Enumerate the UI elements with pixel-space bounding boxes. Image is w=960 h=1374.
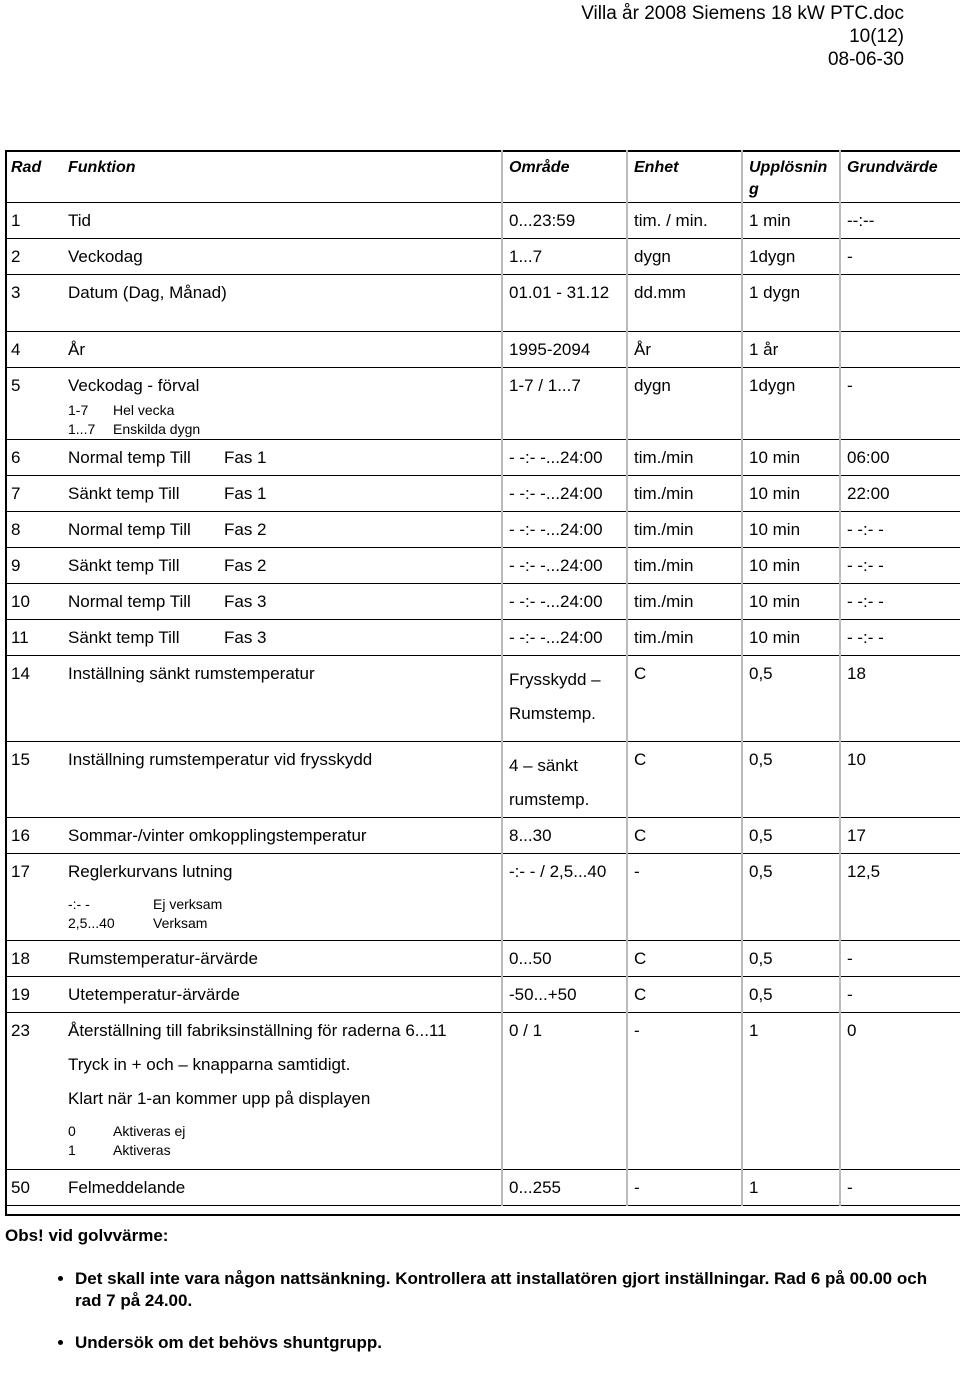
cell-rad-text: 7 xyxy=(11,484,21,503)
cell-upplosning xyxy=(742,512,840,548)
cell-rad xyxy=(5,818,62,854)
cell-omrade-text: -50...+50 xyxy=(509,985,577,1004)
cell-grundvarde xyxy=(840,512,960,548)
cell-funktion xyxy=(62,275,502,332)
cell-upplosning-text: 1 xyxy=(749,1178,759,1197)
cell-rad-text: 11 xyxy=(11,628,29,647)
header-grundvarde: Grundvärde xyxy=(840,151,960,203)
cell-upplosning xyxy=(742,656,840,742)
fas-label: Fas 2 xyxy=(224,520,267,539)
cell-enhet xyxy=(627,818,742,854)
cell-omrade-text: - -:- -...24:00 xyxy=(509,556,603,575)
cell-omrade xyxy=(502,332,627,368)
table-row xyxy=(5,941,960,977)
doc-title: Villa år 2008 Siemens 18 kW PTC.doc xyxy=(581,3,904,24)
cell-upplosning xyxy=(742,977,840,1013)
cell-funktion xyxy=(62,977,502,1013)
cell-omrade-text: 1-7 / 1...7 xyxy=(509,376,581,395)
cell-upplosning-text: 0,5 xyxy=(749,826,773,845)
cell-grundvarde xyxy=(840,818,960,854)
cell-omrade xyxy=(502,368,627,440)
cell-upplosning xyxy=(742,275,840,332)
cell-grundvarde-text: 22:00 xyxy=(847,484,890,503)
cell-rad-text: 50 xyxy=(11,1178,30,1197)
fas-label: Fas 3 xyxy=(224,628,267,647)
sub-option xyxy=(68,895,495,914)
funktion-label: Normal temp Till xyxy=(68,520,191,539)
cell-grundvarde xyxy=(840,476,960,512)
cell-upplosning xyxy=(742,368,840,440)
cell-enhet-text: År xyxy=(634,340,651,359)
cell-grundvarde-text: - xyxy=(847,985,853,1004)
cell-rad xyxy=(5,977,62,1013)
cell-funktion xyxy=(62,656,502,742)
cell-upplosning xyxy=(742,742,840,818)
cell-grundvarde-text: 10 xyxy=(847,750,866,769)
table-row xyxy=(5,368,960,440)
funktion-label: Veckodag - förval xyxy=(68,376,200,395)
cell-upplosning-text: 0,5 xyxy=(749,985,773,1004)
cell-upplosning xyxy=(742,620,840,656)
cell-omrade xyxy=(502,656,627,742)
cell-upplosning xyxy=(742,476,840,512)
cell-upplosning-text: 10 min xyxy=(749,556,801,575)
cell-omrade-text: - -:- -...24:00 xyxy=(509,592,603,611)
cell-enhet xyxy=(627,368,742,440)
cell-funktion xyxy=(62,512,502,548)
cell-funktion xyxy=(62,854,502,941)
cell-rad xyxy=(5,275,62,332)
cell-omrade-text: 01.01 - 31.12 xyxy=(509,283,610,302)
cell-enhet xyxy=(627,239,742,275)
funktion-label: Tid xyxy=(68,211,91,230)
sub-value: Enskilda dygn xyxy=(113,421,201,437)
header-funktion: Funktion xyxy=(62,151,502,203)
settings-table xyxy=(5,150,960,1206)
doc-date: 08-06-30 xyxy=(827,49,904,70)
cell-omrade-text: -:- - / 2,5...40 xyxy=(509,862,607,881)
cell-upplosning-text: 10 min xyxy=(749,592,801,611)
cell-rad-text: 10 xyxy=(11,592,30,611)
cell-enhet xyxy=(627,332,742,368)
cell-enhet-text: tim./min xyxy=(634,448,694,467)
cell-funktion xyxy=(62,203,502,239)
cell-funktion xyxy=(62,332,502,368)
cell-rad-text: 15 xyxy=(11,750,30,769)
cell-omrade-text: 8...30 xyxy=(509,826,552,845)
cell-omrade-text: 1...7 xyxy=(509,247,543,266)
funktion-label: Sänkt temp Till xyxy=(68,484,180,503)
cell-rad-text: 23 xyxy=(11,1021,30,1040)
cell-upplosning-text: 0,5 xyxy=(749,750,773,769)
cell-funktion xyxy=(62,584,502,620)
cell-upplosning-text: 1dygn xyxy=(749,247,796,266)
cell-enhet-text: C xyxy=(634,750,647,769)
funktion-label: Sänkt temp Till xyxy=(68,556,180,575)
cell-enhet xyxy=(627,854,742,941)
cell-funktion xyxy=(62,818,502,854)
cell-rad-text: 8 xyxy=(11,520,21,539)
cell-grundvarde xyxy=(840,656,960,742)
sub-key: 1 xyxy=(68,1142,76,1158)
cell-grundvarde xyxy=(840,548,960,584)
funktion-label: Normal temp Till xyxy=(68,592,191,611)
cell-enhet xyxy=(627,512,742,548)
funktion-note: Klart när 1-an kommer upp på displayen xyxy=(68,1089,371,1108)
cell-upplosning xyxy=(742,1170,840,1206)
cell-upplosning xyxy=(742,854,840,941)
cell-funktion xyxy=(62,368,502,440)
cell-enhet xyxy=(627,656,742,742)
cell-grundvarde xyxy=(840,203,960,239)
cell-funktion xyxy=(62,440,502,476)
cell-upplosning xyxy=(742,548,840,584)
cell-omrade-text: - -:- -...24:00 xyxy=(509,448,603,467)
cell-grundvarde-text: - -:- - xyxy=(847,556,884,575)
obs-item: • Undersök om det behövs shuntgrupp. xyxy=(75,1332,935,1354)
cell-rad-text: 18 xyxy=(11,949,30,968)
cell-funktion xyxy=(62,620,502,656)
cell-rad-text: 5 xyxy=(11,376,21,395)
cell-omrade xyxy=(502,620,627,656)
cell-rad xyxy=(5,742,62,818)
cell-rad xyxy=(5,368,62,440)
cell-omrade xyxy=(502,512,627,548)
sub-key: -:- - xyxy=(68,896,90,912)
cell-enhet-text: tim./min xyxy=(634,628,694,647)
fas-label: Fas 2 xyxy=(224,556,267,575)
table-row xyxy=(5,203,960,239)
header-rad: Rad xyxy=(5,151,62,203)
funktion-label: Inställning rumstemperatur vid frysskydd xyxy=(68,750,373,769)
cell-grundvarde-text: - -:- - xyxy=(847,592,884,611)
funktion-label: Rumstemperatur-ärvärde xyxy=(68,949,258,968)
fas-label: Fas 3 xyxy=(224,592,267,611)
cell-upplosning xyxy=(742,332,840,368)
cell-grundvarde-text: - xyxy=(847,1178,853,1197)
table-row xyxy=(5,440,960,476)
cell-upplosning xyxy=(742,1013,840,1170)
cell-grundvarde xyxy=(840,742,960,818)
page-number: 10(12) xyxy=(849,26,904,47)
cell-rad-text: 17 xyxy=(11,862,30,881)
obs-title: Obs! vid golvvärme: xyxy=(5,1226,169,1245)
header-enhet: Enhet xyxy=(627,151,742,203)
cell-rad xyxy=(5,476,62,512)
cell-upplosning-text: 1 min xyxy=(749,211,791,230)
cell-enhet-text: - xyxy=(634,1021,640,1040)
cell-rad xyxy=(5,941,62,977)
cell-grundvarde xyxy=(840,368,960,440)
cell-omrade xyxy=(502,941,627,977)
table-row xyxy=(5,584,960,620)
cell-rad xyxy=(5,656,62,742)
cell-rad-text: 1 xyxy=(11,211,21,230)
sub-value: Ej verksam xyxy=(153,896,223,912)
cell-enhet xyxy=(627,941,742,977)
sub-option xyxy=(68,1141,495,1160)
cell-upplosning xyxy=(742,584,840,620)
cell-upplosning xyxy=(742,941,840,977)
cell-omrade xyxy=(502,1013,627,1170)
sub-key: 2,5...40 xyxy=(68,915,115,931)
document-header xyxy=(581,2,904,71)
cell-omrade-text: 4 – sänkt rumstemp. xyxy=(509,756,590,809)
cell-upplosning-text: 1dygn xyxy=(749,376,796,395)
funktion-label: Datum (Dag, Månad) xyxy=(68,283,227,302)
cell-grundvarde-text: 12,5 xyxy=(847,862,881,881)
cell-grundvarde xyxy=(840,584,960,620)
sub-key: 0 xyxy=(68,1123,76,1139)
cell-funktion xyxy=(62,941,502,977)
sub-key: 1...7 xyxy=(68,421,96,437)
cell-omrade-text: 1995-2094 xyxy=(509,340,591,359)
funktion-label: Felmeddelande xyxy=(68,1178,186,1197)
cell-omrade-text: 0...23:59 xyxy=(509,211,576,230)
cell-grundvarde xyxy=(840,440,960,476)
fas-label: Fas 1 xyxy=(224,448,267,467)
table-header-row xyxy=(5,151,960,203)
table-row xyxy=(5,854,960,941)
cell-enhet-text: tim./min xyxy=(634,592,694,611)
cell-upplosning-text: 10 min xyxy=(749,520,801,539)
cell-rad xyxy=(5,854,62,941)
cell-rad xyxy=(5,1013,62,1170)
cell-rad xyxy=(5,440,62,476)
cell-rad xyxy=(5,203,62,239)
cell-grundvarde-text: 06:00 xyxy=(847,448,890,467)
obs-item: • Det skall inte vara någon nattsänkning. Kontrollera att installatören gjort inställningar. Rad 6 på 00.00 och rad 7 på 24.00. xyxy=(75,1268,935,1312)
table-row xyxy=(5,656,960,742)
cell-rad-text: 16 xyxy=(11,826,30,845)
cell-omrade-text: - -:- -...24:00 xyxy=(509,520,603,539)
cell-enhet xyxy=(627,548,742,584)
cell-funktion xyxy=(62,239,502,275)
cell-grundvarde-text: - xyxy=(847,247,853,266)
cell-upplosning-text: 10 min xyxy=(749,484,801,503)
cell-enhet xyxy=(627,977,742,1013)
cell-enhet-text: dd.mm xyxy=(634,283,686,302)
obs-list xyxy=(30,1268,935,1374)
cell-enhet-text: C xyxy=(634,985,647,1004)
funktion-label: Utetemperatur-ärvärde xyxy=(68,985,240,1004)
cell-enhet-text: dygn xyxy=(634,247,671,266)
cell-rad-text: 2 xyxy=(11,247,21,266)
cell-enhet-text: - xyxy=(634,1178,640,1197)
cell-enhet xyxy=(627,742,742,818)
table-row xyxy=(5,977,960,1013)
cell-rad xyxy=(5,1170,62,1206)
cell-enhet-text: tim./min xyxy=(634,484,694,503)
cell-rad-text: 6 xyxy=(11,448,21,467)
table-row xyxy=(5,275,960,332)
cell-grundvarde-text: 18 xyxy=(847,664,866,683)
cell-enhet xyxy=(627,476,742,512)
cell-upplosning xyxy=(742,818,840,854)
table-row xyxy=(5,332,960,368)
cell-omrade xyxy=(502,203,627,239)
cell-upplosning xyxy=(742,203,840,239)
funktion-label: Återställning till fabriksinställning för raderna 6...11 xyxy=(68,1021,447,1040)
table-row xyxy=(5,476,960,512)
table-row xyxy=(5,1170,960,1206)
cell-upplosning-text: 1 xyxy=(749,1021,759,1040)
cell-enhet xyxy=(627,440,742,476)
cell-upplosning-text: 0,5 xyxy=(749,862,773,881)
cell-grundvarde xyxy=(840,239,960,275)
cell-omrade-text: - -:- -...24:00 xyxy=(509,628,603,647)
cell-omrade xyxy=(502,275,627,332)
cell-omrade xyxy=(502,548,627,584)
cell-upplosning-text: 10 min xyxy=(749,448,801,467)
cell-rad-text: 4 xyxy=(11,340,21,359)
cell-enhet-text: tim. / min. xyxy=(634,211,708,230)
cell-omrade xyxy=(502,742,627,818)
cell-omrade-text: Frysskydd – Rumstemp. xyxy=(509,670,601,723)
funktion-label: Normal temp Till xyxy=(68,448,191,467)
cell-enhet-text: tim./min xyxy=(634,556,694,575)
cell-grundvarde-text: - xyxy=(847,949,853,968)
cell-enhet xyxy=(627,584,742,620)
cell-rad xyxy=(5,512,62,548)
funktion-label: Inställning sänkt rumstemperatur xyxy=(68,664,315,683)
sub-option xyxy=(68,401,495,420)
cell-funktion xyxy=(62,1170,502,1206)
cell-upplosning-text: 0,5 xyxy=(749,664,773,683)
cell-enhet-text: dygn xyxy=(634,376,671,395)
cell-rad xyxy=(5,332,62,368)
table-row xyxy=(5,1013,960,1170)
cell-grundvarde xyxy=(840,977,960,1013)
sub-option xyxy=(68,420,495,439)
sub-value: Aktiveras ej xyxy=(113,1123,186,1139)
cell-omrade-text: 0...255 xyxy=(509,1178,561,1197)
cell-grundvarde xyxy=(840,620,960,656)
cell-grundvarde-text: 0 xyxy=(847,1021,857,1040)
sub-value: Verksam xyxy=(153,915,208,931)
cell-grundvarde-text: 17 xyxy=(847,826,866,845)
cell-enhet xyxy=(627,1013,742,1170)
cell-funktion xyxy=(62,742,502,818)
header-omrade: Område xyxy=(502,151,627,203)
cell-grundvarde xyxy=(840,941,960,977)
header-upplosning: Upplösnin g xyxy=(742,151,840,203)
cell-rad xyxy=(5,584,62,620)
fas-label: Fas 1 xyxy=(224,484,267,503)
cell-rad-text: 3 xyxy=(11,283,21,302)
funktion-label: Reglerkurvans lutning xyxy=(68,862,233,881)
cell-grundvarde-text: - -:- - xyxy=(847,628,884,647)
cell-grundvarde-text: - xyxy=(847,376,853,395)
funktion-label: Sänkt temp Till xyxy=(68,628,180,647)
cell-enhet xyxy=(627,620,742,656)
sub-option xyxy=(68,914,495,933)
cell-rad-text: 9 xyxy=(11,556,21,575)
cell-omrade xyxy=(502,854,627,941)
cell-enhet-text: - xyxy=(634,862,640,881)
cell-rad xyxy=(5,548,62,584)
cell-rad-text: 19 xyxy=(11,985,30,1004)
cell-upplosning-text: 0,5 xyxy=(749,949,773,968)
sub-option xyxy=(68,1122,495,1141)
cell-rad xyxy=(5,239,62,275)
table-row xyxy=(5,742,960,818)
cell-omrade xyxy=(502,1170,627,1206)
cell-omrade-text: - -:- -...24:00 xyxy=(509,484,603,503)
cell-upplosning-text: 1 dygn xyxy=(749,283,801,302)
funktion-label: År xyxy=(68,340,85,359)
funktion-note: Tryck in + och – knapparna samtidigt. xyxy=(68,1055,351,1074)
cell-grundvarde xyxy=(840,854,960,941)
cell-grundvarde xyxy=(840,275,960,332)
cell-enhet xyxy=(627,203,742,239)
cell-upplosning xyxy=(742,440,840,476)
cell-omrade xyxy=(502,977,627,1013)
cell-funktion xyxy=(62,1013,502,1170)
cell-enhet-text: tim./min xyxy=(634,520,694,539)
cell-grundvarde xyxy=(840,1013,960,1170)
cell-omrade xyxy=(502,476,627,512)
table-row xyxy=(5,239,960,275)
table-row xyxy=(5,512,960,548)
cell-omrade-text: 0 / 1 xyxy=(509,1021,543,1040)
cell-grundvarde-text: --:-- xyxy=(847,211,875,230)
table-row xyxy=(5,620,960,656)
cell-upplosning-text: 10 min xyxy=(749,628,801,647)
funktion-label: Sommar-/vinter omkopplingstemperatur xyxy=(68,826,367,845)
cell-enhet xyxy=(627,1170,742,1206)
cell-omrade xyxy=(502,239,627,275)
cell-omrade xyxy=(502,584,627,620)
sub-value: Hel vecka xyxy=(113,402,175,418)
cell-omrade xyxy=(502,440,627,476)
sub-value: Aktiveras xyxy=(113,1142,171,1158)
cell-grundvarde-text: - -:- - xyxy=(847,520,884,539)
cell-enhet xyxy=(627,275,742,332)
cell-rad-text: 14 xyxy=(11,664,30,683)
cell-omrade xyxy=(502,818,627,854)
cell-funktion xyxy=(62,476,502,512)
cell-enhet-text: C xyxy=(634,949,647,968)
funktion-label: Veckodag xyxy=(68,247,143,266)
cell-grundvarde xyxy=(840,1170,960,1206)
sub-key: 1-7 xyxy=(68,402,89,418)
cell-funktion xyxy=(62,548,502,584)
table-row xyxy=(5,818,960,854)
cell-upplosning xyxy=(742,239,840,275)
cell-rad xyxy=(5,620,62,656)
cell-grundvarde xyxy=(840,332,960,368)
cell-upplosning-text: 1 år xyxy=(749,340,779,359)
table-row xyxy=(5,548,960,584)
cell-enhet-text: C xyxy=(634,664,647,683)
cell-enhet-text: C xyxy=(634,826,647,845)
cell-omrade-text: 0...50 xyxy=(509,949,552,968)
